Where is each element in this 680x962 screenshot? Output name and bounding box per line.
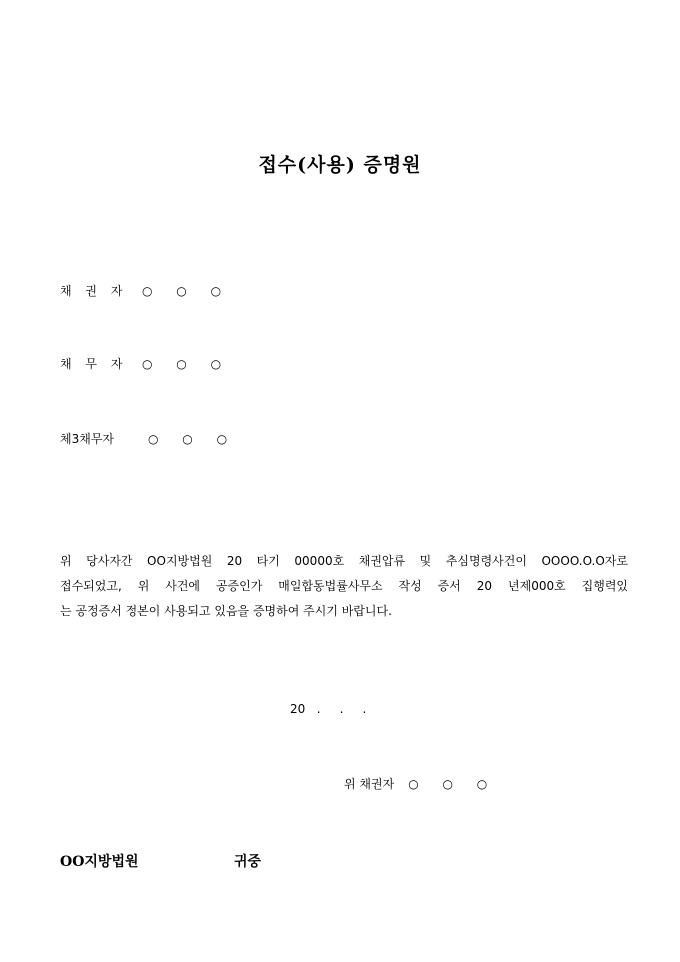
paragraph-line: 는 공정증서 정본이 사용되고 있음을 증명하여 주시기 바랍니다. <box>60 604 392 618</box>
document-date: 20 . . . <box>290 702 367 716</box>
debtor-row <box>60 355 231 372</box>
creditor-name: ○ ○ ○ <box>142 284 232 298</box>
debtor-name: ○ ○ ○ <box>142 357 232 371</box>
signature-label: 위 채권자 <box>344 777 395 791</box>
third-debtor-label: 체3채무자 <box>60 432 115 446</box>
creditor-label: 채 권 자 <box>60 284 128 298</box>
paragraph-line: 접수되었고, 위 사건에 공증인가 매일합동법률사무소 작성 증서 20 년제000호 집행력있 <box>60 579 628 593</box>
third-debtor-row <box>60 430 237 447</box>
debtor-label: 채 무 자 <box>60 357 128 371</box>
creditor-row <box>60 282 231 299</box>
document-title: 접수(사용) 증명원 <box>258 154 422 176</box>
signature-name: ○ ○ ○ <box>408 777 498 791</box>
signature-line <box>344 775 497 792</box>
court-name: OO지방법원 <box>60 854 139 870</box>
honorific: 귀중 <box>234 854 262 870</box>
request-paragraph <box>60 549 628 624</box>
paragraph-line: 위 당사자간 OO지방법원 20 타기 00000호 채권압류 및 추심명령사건이 OOOO.O.O자로 <box>60 554 628 568</box>
third-debtor-name: ○ ○ ○ <box>148 432 238 446</box>
